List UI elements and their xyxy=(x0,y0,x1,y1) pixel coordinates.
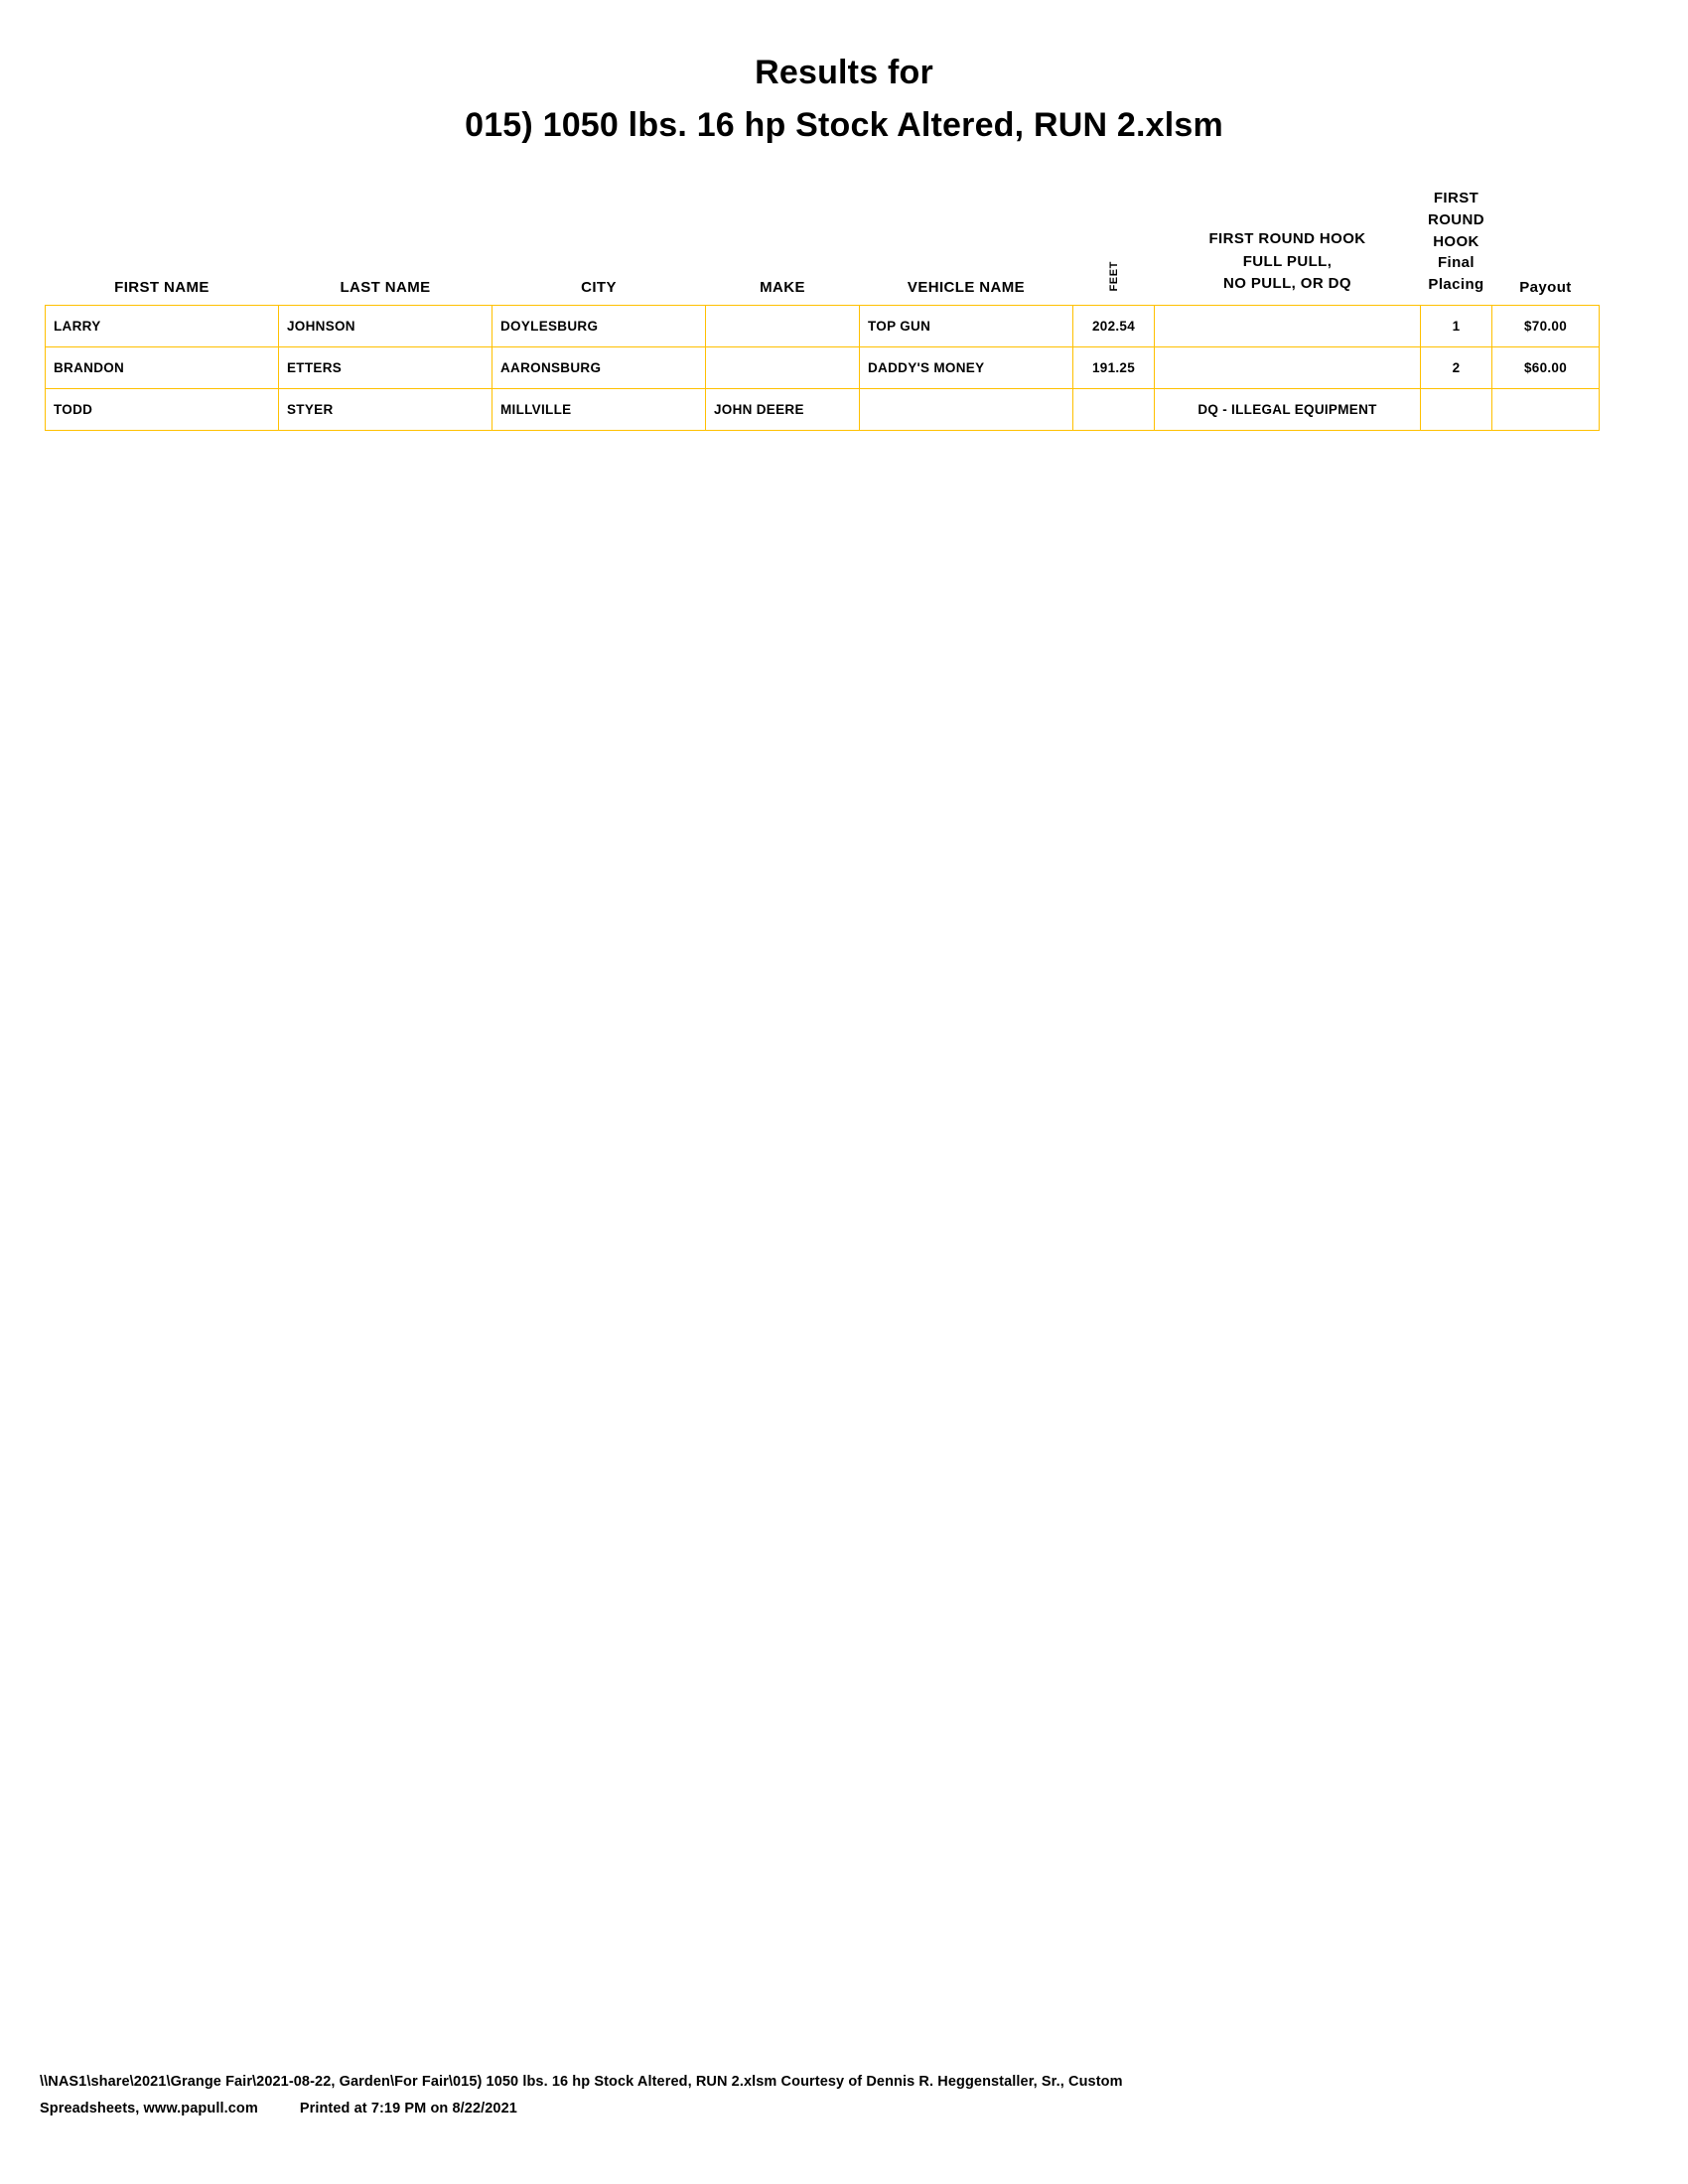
cell-vehicle-name: TOP GUN xyxy=(860,305,1073,346)
footer-website: Spreadsheets, www.papull.com xyxy=(40,2101,258,2117)
final-placing-line-3: Final Placing xyxy=(1428,254,1484,293)
cell-final-placing xyxy=(1421,388,1492,430)
first-round-hook-line-3: NO PULL, OR DQ xyxy=(1223,275,1351,293)
results-table-wrap xyxy=(45,188,1643,431)
cell-first-round-hook xyxy=(1155,346,1421,388)
document-footer xyxy=(40,2069,1648,2122)
cell-city: DOYLESBURG xyxy=(492,305,706,346)
column-header-make: MAKE xyxy=(760,278,805,296)
column-header-first-round-hook xyxy=(1155,188,1421,305)
column-header-feet-label: FEET xyxy=(1107,261,1120,292)
header-row xyxy=(46,188,1600,305)
cell-vehicle-name: DADDY'S MONEY xyxy=(860,346,1073,388)
document-title-block xyxy=(0,0,1688,146)
cell-make: JOHN DEERE xyxy=(706,388,860,430)
column-header-last-name: LAST NAME xyxy=(340,278,431,296)
cell-feet: 191.25 xyxy=(1073,346,1155,388)
column-header-final-placing xyxy=(1421,188,1492,305)
column-header-city: CITY xyxy=(581,278,617,296)
cell-first-round-hook: DQ - ILLEGAL EQUIPMENT xyxy=(1155,388,1421,430)
cell-payout: $70.00 xyxy=(1492,305,1600,346)
table-row xyxy=(46,305,1600,346)
column-header-vehicle-name: VEHICLE NAME xyxy=(907,278,1026,296)
cell-make xyxy=(706,346,860,388)
cell-last-name: JOHNSON xyxy=(279,305,492,346)
cell-feet xyxy=(1073,388,1155,430)
first-round-hook-line-2: FULL PULL, xyxy=(1242,252,1333,270)
final-placing-line-2: HOOK xyxy=(1433,232,1479,250)
footer-path-line: \\NAS1\share\2021\Grange Fair\2021-08-22, Garden\For Fair\015) 1050 lbs. 16 hp Stock Altered, RUN 2.xlsm Courtesy of Dennis R. Heggenstaller, Sr., Custom xyxy=(40,2074,1123,2091)
cell-first-name: LARRY xyxy=(46,305,279,346)
first-round-hook-line-1: FIRST ROUND HOOK xyxy=(1208,230,1366,248)
page-subtitle: 015) 1050 lbs. 16 hp Stock Altered, RUN 2.xlsm xyxy=(465,105,1223,144)
cell-payout xyxy=(1492,388,1600,430)
cell-first-name: TODD xyxy=(46,388,279,430)
column-header-first-name: FIRST NAME xyxy=(114,278,210,296)
cell-first-round-hook xyxy=(1155,305,1421,346)
column-header-feet xyxy=(1073,188,1155,305)
cell-payout: $60.00 xyxy=(1492,346,1600,388)
cell-final-placing: 2 xyxy=(1421,346,1492,388)
table-row xyxy=(46,388,1600,430)
cell-last-name: STYER xyxy=(279,388,492,430)
table-row xyxy=(46,346,1600,388)
results-table xyxy=(45,188,1600,431)
footer-printed-at: Printed at 7:19 PM on 8/22/2021 xyxy=(299,2101,517,2117)
results-table-header xyxy=(46,188,1600,305)
cell-city: AARONSBURG xyxy=(492,346,706,388)
column-header-payout: Payout xyxy=(1519,278,1572,296)
cell-last-name: ETTERS xyxy=(279,346,492,388)
cell-vehicle-name xyxy=(860,388,1073,430)
cell-feet: 202.54 xyxy=(1073,305,1155,346)
cell-final-placing: 1 xyxy=(1421,305,1492,346)
page-title: Results for xyxy=(755,54,933,91)
cell-make xyxy=(706,305,860,346)
cell-first-name: BRANDON xyxy=(46,346,279,388)
cell-city: MILLVILLE xyxy=(492,388,706,430)
final-placing-line-1: FIRST ROUND xyxy=(1428,190,1484,228)
results-table-body xyxy=(46,305,1600,430)
footer-credits-line xyxy=(40,2096,1648,2122)
